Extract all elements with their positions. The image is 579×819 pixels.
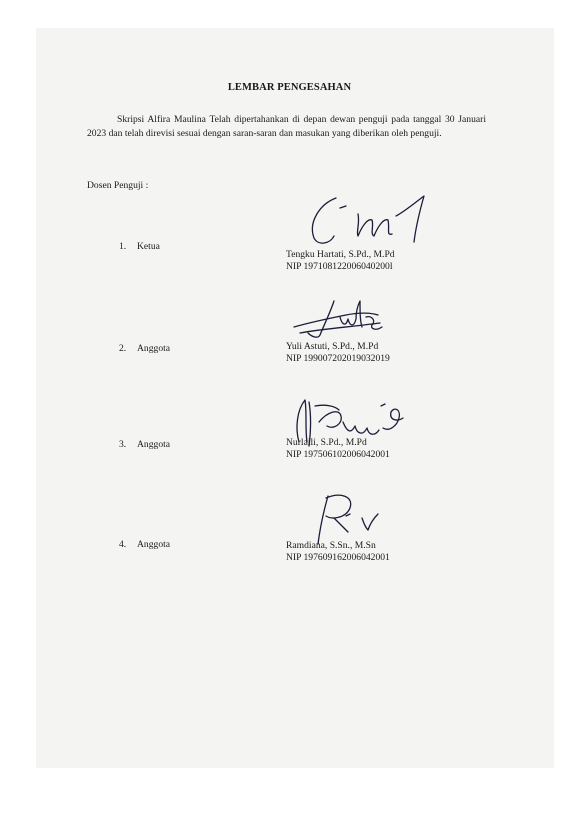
examiner-number: 4. xyxy=(119,539,127,550)
examiner-info-4 xyxy=(286,540,390,565)
document-title: LEMBAR PENGESAHAN xyxy=(227,82,352,93)
examiner-name: Yuli Astuti, S.Pd., M.Pd xyxy=(286,341,379,352)
examiner-role-label: Anggota xyxy=(137,439,171,450)
examiners-label: Dosen Penguji : xyxy=(87,180,149,191)
examiner-name: Ramdiana, S.Sn., M.Sn xyxy=(286,540,376,551)
examiner-info-2 xyxy=(286,341,390,366)
examiner-role-2 xyxy=(119,343,170,354)
examiner-role-1 xyxy=(119,241,160,252)
approval-paragraph: Skripsi Alfira Maulina Telah dipertahankan di depan dewan penguji pada tanggal 30 Januari 2023 dan telah direvisi sesuai dengan saran-saran dan masukan yang diberikan oleh penguji. xyxy=(87,114,486,139)
examiner-role-4 xyxy=(119,539,170,550)
examiner-role-3 xyxy=(119,439,170,450)
examiner-nip: NIP 197609162006042001 xyxy=(286,552,390,564)
examiner-info-3 xyxy=(286,437,390,462)
examiner-role-label: Anggota xyxy=(137,539,171,550)
examiner-info-1 xyxy=(286,249,395,274)
examiner-name: Nurlaili, S.Pd., M.Pd xyxy=(286,437,367,448)
signature-2-icon xyxy=(290,293,400,343)
examiner-nip: NIP 197108122006040200l xyxy=(286,261,393,273)
examiner-number: 3. xyxy=(119,439,127,450)
examiner-number: 2. xyxy=(119,343,127,354)
signature-1-icon xyxy=(300,190,440,250)
examiner-role-label: Ketua xyxy=(137,241,160,252)
examiner-name: Tengku Hartati, S.Pd., M.Pd xyxy=(286,249,395,260)
signature-4-icon xyxy=(300,488,390,548)
examiner-nip: NIP 197506102006042001 xyxy=(286,449,390,461)
examiner-number: 1. xyxy=(119,241,127,252)
examiner-nip: NIP 199007202019032019 xyxy=(286,353,390,365)
examiner-role-label: Anggota xyxy=(137,343,171,354)
